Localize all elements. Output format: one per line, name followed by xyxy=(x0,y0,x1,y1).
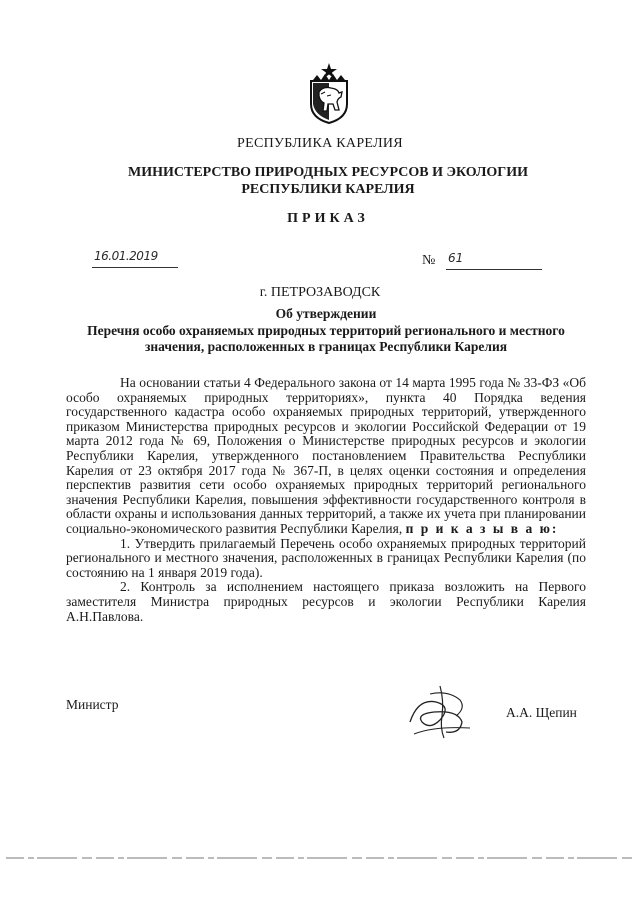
preamble-paragraph xyxy=(66,376,586,537)
order-body xyxy=(66,376,586,624)
signatory-name: А.А. Щепин xyxy=(506,705,577,720)
subject-line-2: Перечня особо охраняемых природных территорий регионального и местного значения, расположенных в границах Республики Карелия xyxy=(87,322,565,354)
number-label: № xyxy=(422,253,436,268)
ministry-line-1: МИНИСТЕРСТВО ПРИРОДНЫХ РЕСУРСОВ И ЭКОЛОГИИ xyxy=(128,165,528,180)
republic-name: РЕСПУБЛИКА КАРЕЛИЯ xyxy=(237,136,403,151)
scan-edge-line xyxy=(6,857,634,859)
order-subject xyxy=(66,306,586,356)
signatory-title: Министр xyxy=(66,697,119,712)
handwritten-signature-icon xyxy=(400,682,484,740)
order-word: п р и к а з ы в а ю: xyxy=(405,520,559,536)
city: г. ПЕТРОЗАВОДСК xyxy=(259,285,381,300)
date-field xyxy=(92,251,178,268)
number-line xyxy=(446,253,542,270)
order-date: 16.01.2019 xyxy=(94,249,158,263)
preamble-text: На основании статьи 4 Федерального закона от 14 марта 1995 года № 33-ФЗ «Об особо охраняемых природных территориях», пункта 40 Порядка ведения государственного кадастра особо охраняемых природных территорий, утвержденного приказом Министерства природных ресурсов и экологии Российской Федерации от 19 марта 2012 года № 69, Положения о Министерстве природных ресурсов и экологии Республики Карелия, утвержденного постановлением Правительства Республики Карелия от 23 октября 2017 года № 367-П, в целях оценки состояния и определения перспектив развития сети особо охраняемых природных территорий регионального значения Республики Карелия, повышения эффективности государственного контроля в области охраны и использования данных территорий, а также их учета при планировании социально-экономического развития Республики Карелия, xyxy=(66,375,586,536)
subject-line-1: Об утверждении xyxy=(275,306,377,321)
ministry-line-2: РЕСПУБЛИКИ КАРЕЛИЯ xyxy=(241,182,415,197)
document-type: ПРИКАЗ xyxy=(287,211,369,226)
order-number: 61 xyxy=(448,251,464,265)
order-item-1: 1. Утвердить прилагаемый Перечень особо охраняемых природных территорий регионального и местного значения, расположенных в границах Республики Карелия (по состоянию на 1 января 2019 года). xyxy=(66,535,586,580)
ministry-name xyxy=(0,164,640,198)
karelia-coat-of-arms-icon xyxy=(305,62,353,124)
order-item-2: 2. Контроль за исполнением настоящего приказа возложить на Первого заместителя Министра природных ресурсов и экологии Республики Карелия А.Н.Павлова. xyxy=(66,579,586,624)
